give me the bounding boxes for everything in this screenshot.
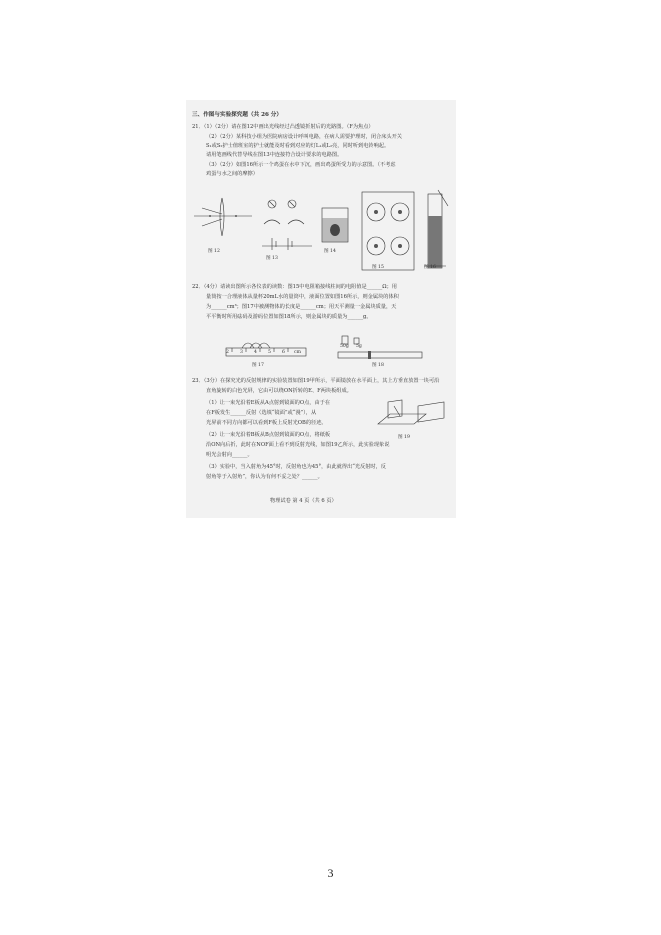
q21-line-2a: （2）（2分）某科技小组为医院病房设计呼叫电路，在病人需要护理时，闭合床头开关 (206, 134, 402, 140)
q21-line-3b: 鸡蛋与水之间的摩擦） (206, 171, 258, 177)
q21-line-1: 21．（1）（2分）请在图12中画出光线经过凸透镜折射后的光路图。（F为焦点） (192, 124, 374, 130)
fig19-caption: 图 19 (398, 435, 410, 440)
fig14-beaker-egg (322, 208, 348, 242)
q23-line-5: 光屏前不同方向都可以看到F板上反射光OB的径迹。 (206, 420, 327, 426)
q23-line-10: 射角等于入射角”，你认为有何不妥之处？______。 (206, 474, 323, 480)
q23-line-3: （1）让一束光沿着E板从A点射到镜面的O点，由于在 (206, 400, 331, 406)
figures-row-1 (192, 186, 454, 276)
q23-line-8: 明光会射向______。 (206, 452, 253, 458)
q22-line-3: 为______cm³；图17中被测物体的长度是______cm；用天平测量一金属块质量，天 (206, 304, 397, 310)
fig15-caption: 图 15 (372, 265, 384, 270)
q22-line-2: 量筒按一合理液体从量杯20mL水的量筒中，液面位置如图16所示，则金属块的体积 (206, 294, 399, 300)
ruler-tick-6: 6 (282, 350, 285, 355)
q21-line-2c: 请用笔画线代替导线在图13中连接符合设计要求的电路图。 (206, 152, 343, 158)
weight-50g: 50g (340, 344, 349, 349)
q23-line-9: （3）实验中，当入射角为45°时，反射角也为45°，由此就得出“光反射时，反 (206, 464, 386, 470)
page-footer: 物理试卷 第 4 页（共 6 页） (270, 498, 337, 504)
figures-row-2 (192, 330, 454, 366)
q23-line-6: （2）让一束光沿着B板从B点射到镜面的O点，将纸板 (206, 432, 331, 438)
fig12-caption: 图 12 (208, 249, 220, 254)
ruler-tick-2: 2 (226, 350, 229, 355)
q23-line-7: 沿ON向后折，此时在NOF面上看不到反射光线，如图19乙所示，此实验现象说 (206, 442, 390, 448)
q23-line-2: 直角旋转的白色光屏，它由可以绕ON折转的E、F两块板组成。 (206, 388, 352, 394)
q21-line-3a: （3）（2分）如图16所示一个鸡蛋在水中下沉，画出鸡蛋所受力的示意图。（不考虑 (206, 162, 396, 168)
fig16-graduated-cylinder (424, 190, 448, 268)
fig17-caption: 图 17 (252, 363, 264, 368)
section-title: 三、作图与实验探究题（共 26 分） (192, 112, 282, 118)
fig16-caption: 图 16 (424, 265, 436, 270)
fig15-resistance-box (362, 192, 414, 270)
ruler-tick-3: 3 (240, 350, 243, 355)
fig19-reflection-diagram (374, 396, 454, 436)
fig13-circuit-diagram (262, 200, 312, 250)
fig18-caption: 图 18 (372, 363, 384, 368)
ruler-tick-5: 5 (268, 350, 271, 355)
fig14-caption: 图 14 (324, 249, 336, 254)
fig12-lens-diagram (194, 198, 252, 236)
q23-line-1: 23．（3分）在探究光的反射规律的实验装置如图19甲所示，平面镜放在水平面上，其上方垂直放置一块可沿 (192, 378, 440, 384)
exam-page-scan (186, 100, 456, 518)
page-number: 3 (327, 866, 334, 880)
q22-line-4: 平平衡时所用砝码及游码位置如图18所示，则金属块的质量为______g。 (206, 314, 372, 320)
q23-line-4: 在F板发生______反射（选填“镜面”或“漫”），从 (206, 410, 317, 416)
ruler-tick-4: 4 (254, 350, 257, 355)
q22-line-1: 22．（4分）请读出图所示各仪表的读数：图15中电阻箱接线柱间的电阻值是______Ω；用 (192, 284, 397, 290)
ruler-unit: cm (294, 350, 301, 355)
q21-line-2b: S₁或S₂护士值班室的护士就能及时看到对应的灯L₁或L₂亮，同时听到电铃响起。 (206, 143, 390, 149)
weight-5g: 5g (356, 344, 362, 349)
fig13-caption: 图 13 (266, 256, 278, 261)
fig18-balance (338, 336, 422, 359)
